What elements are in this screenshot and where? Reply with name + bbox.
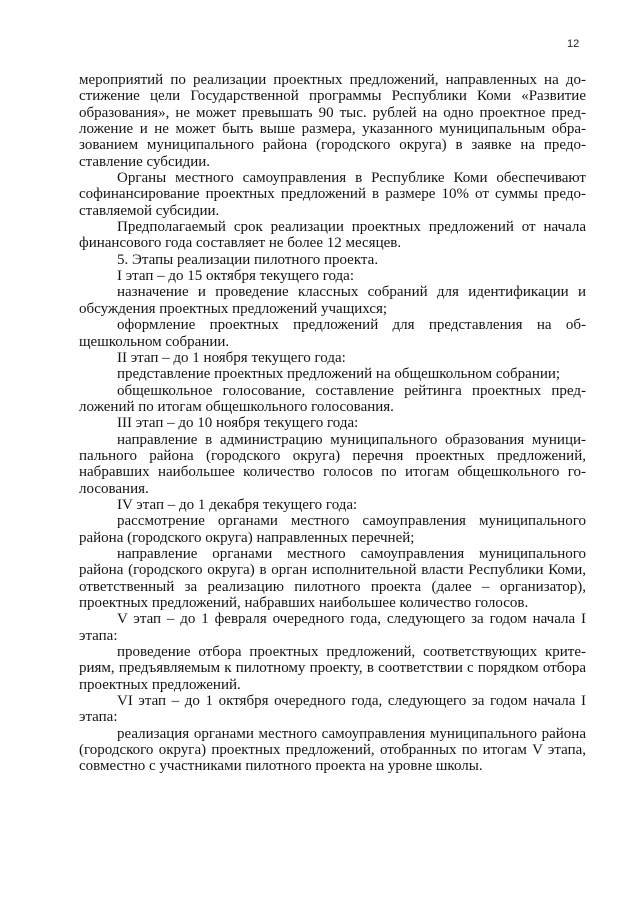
paragraph: Органы местного самоуправления в Республике Коми обеспечивают софинансирование проектных предложений в размере 10% от суммы предоставляемой субсидии.	[79, 170, 586, 219]
paragraph: Предполагаемый срок реализации проектных предложений от начала финансового года составляет не более 12 месяцев.	[79, 219, 586, 252]
stage-heading: V этап – до 1 февраля очередного года, следующего за годом начала I этапа:	[79, 611, 586, 644]
stage-heading: VI этап – до 1 октября очередного года, следующего за годом начала I этапа:	[79, 693, 586, 726]
paragraph: общешкольное голосование, составление рейтинга проектных предложений по итогам общешкольного голосования.	[79, 382, 586, 415]
paragraph: оформление проектных предложений для представления на общешкольном собрании.	[79, 317, 586, 350]
paragraph: назначение и проведение классных собраний для идентификации и обсуждения проектных предложений учащихся;	[79, 284, 586, 317]
stage-heading: II этап – до 1 ноября текущего года:	[117, 349, 346, 366]
document-body	[79, 72, 586, 775]
page-number: 12	[567, 38, 580, 50]
stage-heading: I этап – до 15 октября текущего года:	[117, 268, 354, 285]
stage-heading: IV этап – до 1 декабря текущего года:	[117, 496, 358, 513]
paragraph: реализация органами местного самоуправления муниципального района (городского округа) проектных предложений, отобранных по итогам V этапа, совместно с участниками пилотного проекта на уровне школы.	[79, 725, 586, 775]
paragraph: направление в администрацию муниципального образования муниципального района (городского округа) перечня проектных предложений, набравших наибольшее количество голосов по итогам общешкольного голосования.	[79, 431, 586, 497]
section-heading: 5. Этапы реализации пилотного проекта.	[117, 251, 379, 268]
stage-heading: III этап – до 10 ноября текущего года:	[117, 415, 359, 432]
paragraph: мероприятий по реализации проектных предложений, направленных на достижение цели Государственной программы Республики Коми «Развитие образования», не может превышать 90 тыс. рублей на одно проектное предложение и не может быть выше размера, указанного муниципальным образованием муниципального района (городского округа) в заявке на предоставление субсидии.	[79, 72, 586, 170]
paragraph: проведение отбора проектных предложений, соответствующих критериям, предъявляемым к пилотному проекту, в соответствии с порядком отбора проектных предложений.	[79, 644, 586, 693]
paragraph: рассмотрение органами местного самоуправления муниципального района (городского округа) направленных перечней;	[79, 513, 586, 546]
paragraph: направление органами местного самоуправления муниципального района (городского округа) в орган исполнительной власти Республики Коми, ответственный за реализацию пилотного проекта (далее – организатор), проектных предложений, набравших наибольшее количество голосов.	[79, 545, 586, 611]
paragraph: представление проектных предложений на общешкольном собрании;	[117, 366, 561, 383]
